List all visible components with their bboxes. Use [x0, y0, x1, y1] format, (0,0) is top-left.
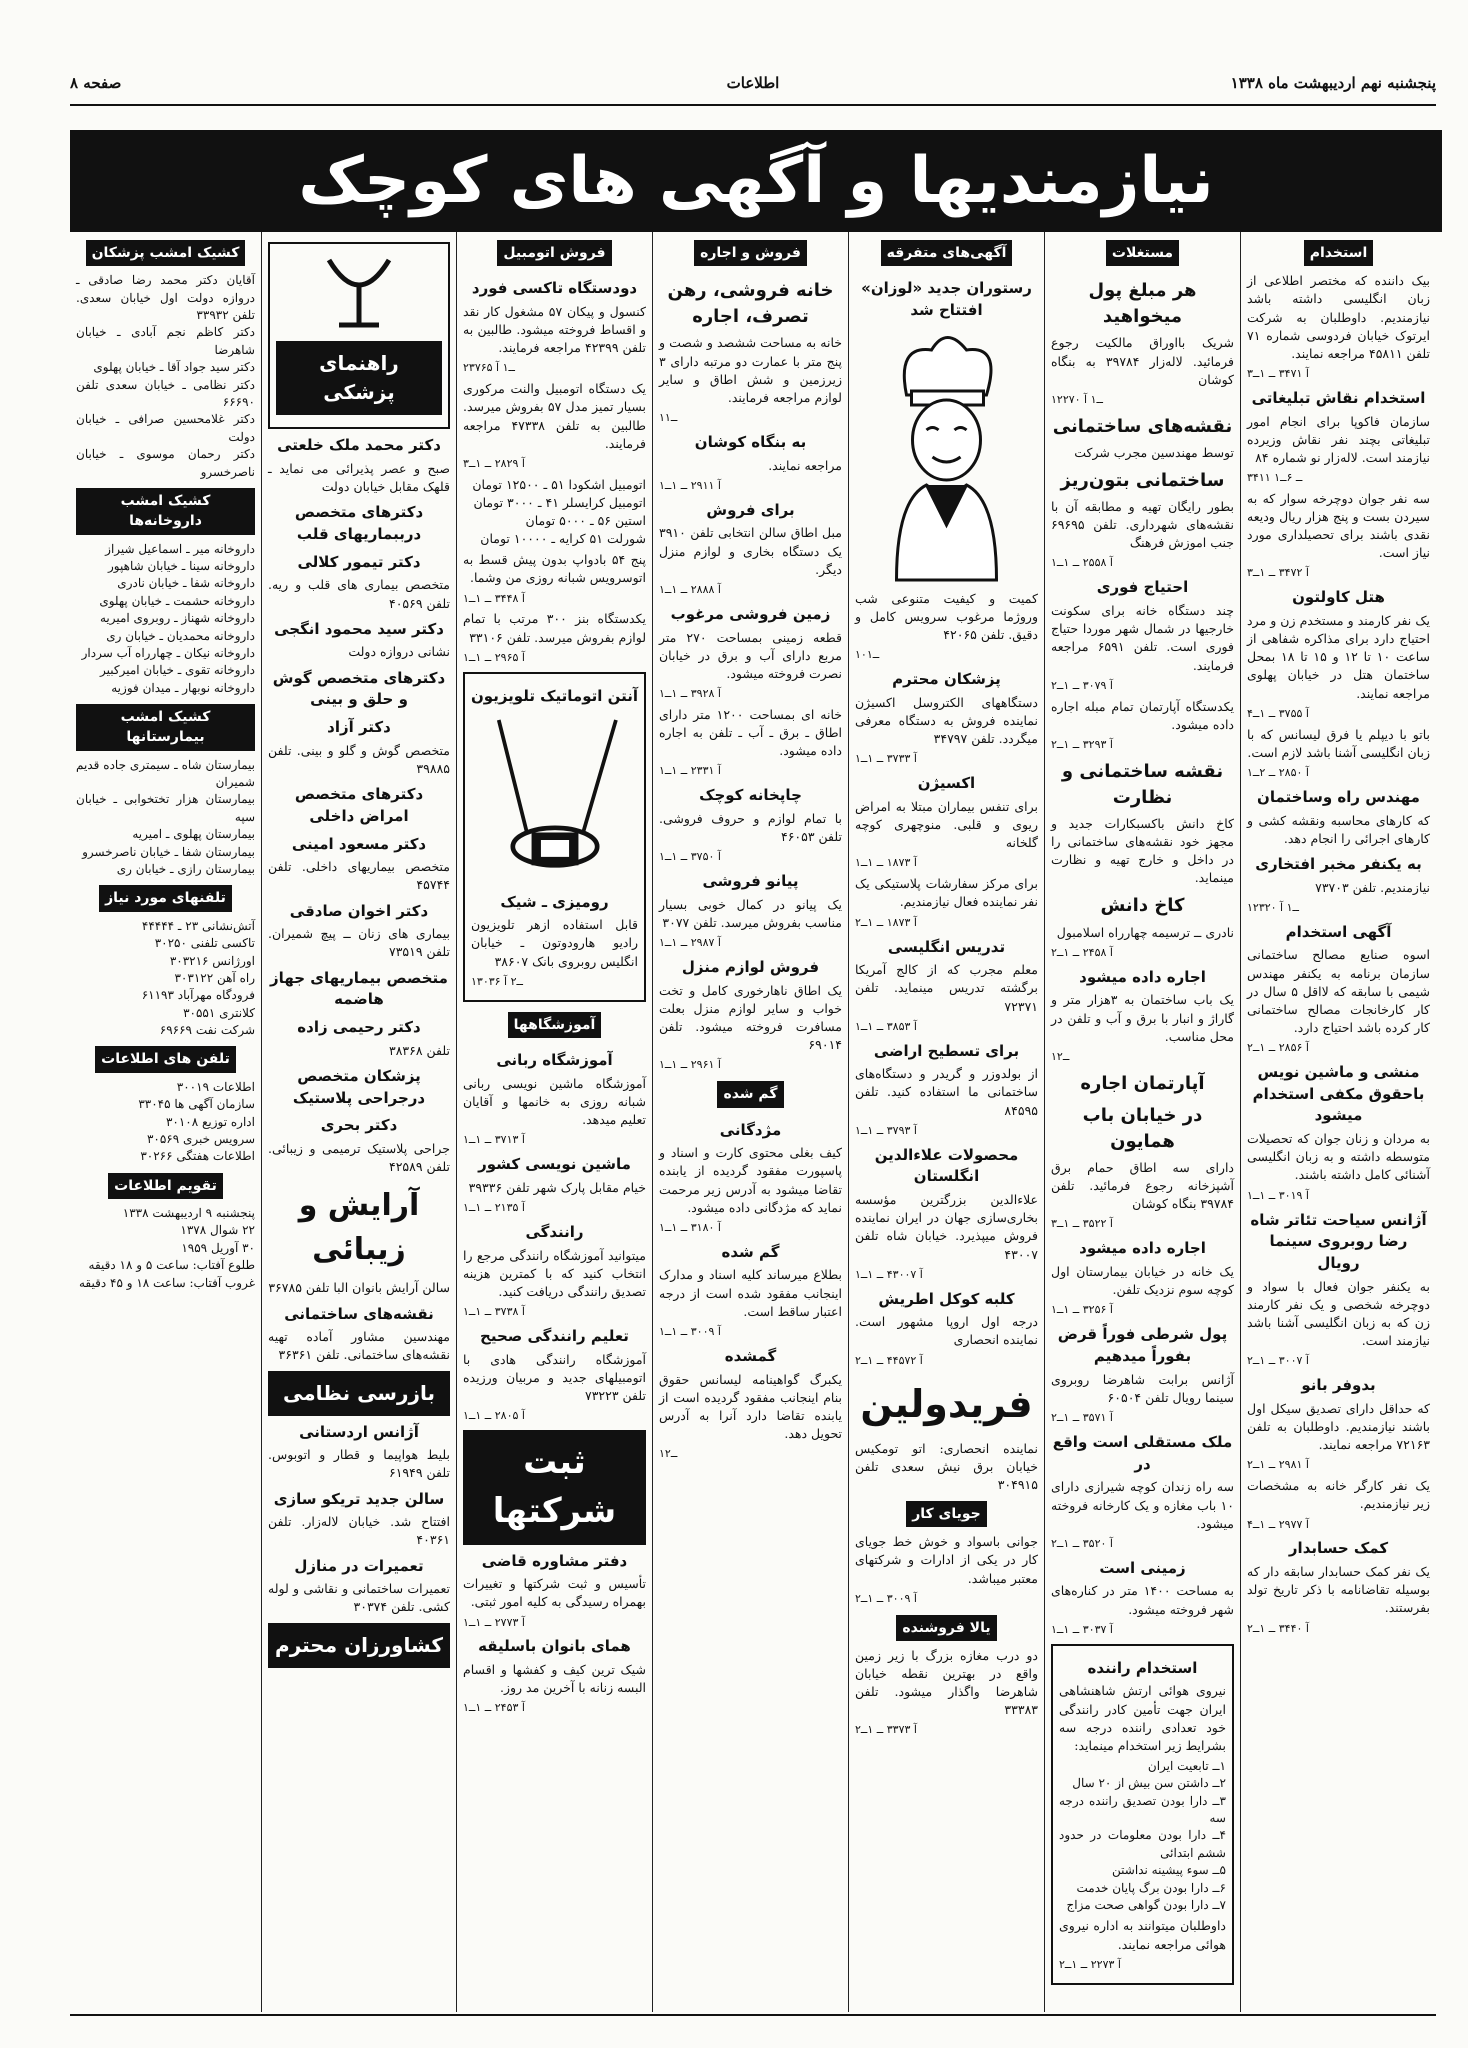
doctor-name: دکتر سید محمود انگجی: [274, 619, 444, 638]
ad-text: یکبرگ گواهینامه لیسانس حقوق بنام اینجانب مفقود گردیده است از یابنده تقاضا دارد آنرا به آدرس تحویل دهد.: [659, 1371, 842, 1441]
ad-ref: آ ۲۴۵۸ ــ ۱ــ۲: [1051, 945, 1113, 959]
page-header: [70, 74, 1436, 100]
ad-text: جوانی باسواد و خوش خط جویای کار در یکی از ادارات و شرکتهای معتبر میباشد.: [855, 1534, 1038, 1586]
ad-ref: آ ۲۸۵۰ ــ ۲ــ۱: [1247, 765, 1309, 779]
ad-ref: آ ۲۲۷۳ ــ ۱ــ۲: [1059, 1957, 1121, 1971]
useful-phones-list: آتش‌نشانی ۲۳ ـ ۴۴۴۴۴ تاکسی تلفنی ۳۰۲۵۰ اورژانس ۳۰۳۲۱۶ راه آهن ۳۰۳۱۲۲ فرودگاه مهرآباد ۶۱۱۹۳ کلانتری ۳۰۵۵۱ شرکت نفت ۶۹۶۶۹: [141, 918, 255, 1038]
ad-text: پنج ۵۴ بادواپ بدون پیش قسط به اتوسرویس شبانه روزی من وشما.: [463, 552, 646, 586]
ad-ref: آ ۲۹۷۷ ــ ۱ــ۴: [1247, 1517, 1309, 1531]
ad-heading: تدریس انگلیسی: [887, 937, 1006, 956]
ad-heading: رستوران جدید «لوزان» افتتاح شد: [861, 279, 1032, 320]
ad-ref: آ ۲۴۵۳ ــ ۱ــ۱: [463, 1701, 525, 1715]
section-heading: تلفن های اطلاعات: [95, 1046, 236, 1072]
column-cars: [456, 232, 652, 2012]
ad-text: بطور رایگان تهیه و مطابقه آن با نقشه‌های شهرداری. تلفن ۶۹۶۹۵ جنب اموزش فرهنگ: [1051, 499, 1234, 551]
ad-text: شریک بااوراق مالکیت رجوع فرمائید. لاله‌زار ۳۹۷۸۴ به بنگاه کوشان: [1051, 335, 1235, 387]
ad-ref: آ ۳۷۳۳ ــ ۱ــ۱: [855, 752, 917, 766]
ad-text: یک نفر کارمند و مستخدم زن و مرد احتیاج دارد برای مذاکره شفاهی از ساعت ۱۰ تا ۱۲ و ۱۵ تا ۱۸ بمحل ساختمان هتل در خیابان پهلوی مراجعه نمایند.: [1247, 613, 1431, 701]
ad-heading: ملک مستقلی است واقع در: [1052, 1432, 1233, 1473]
section-heading: مستغلات: [1106, 240, 1179, 266]
ad-heading: اکسیژن: [917, 774, 976, 793]
header-rule: [70, 104, 1436, 106]
hospitals-on-duty-list: بیمارستان شاه ـ سیمتری جاده قدیم شمیران بیمارستان هزار تختخوابی ـ خیابان سپه بیمارستان پهلوی ـ امیریه بیمارستان شفا ـ خیابان ناصرخسرو بیمارستان رازی ـ خیابان ری: [76, 757, 255, 877]
section-heading: آموزشگاهها: [508, 1012, 602, 1038]
ad-heading: سالن جدید تریکو سازی: [273, 1489, 445, 1508]
section-heading: یالا فروشنده: [896, 1615, 996, 1641]
ad-ref: آ ۲۳۳۱ ــ ۱ــ۱: [659, 764, 721, 778]
ad-heading: گمشده: [724, 1346, 777, 1365]
ad-ref: آ ۳۴۷۲ ــ ۱ــ۳: [1247, 566, 1309, 580]
ad-text: یک نفر کمک حسابدار سابقه دار که بوسیله تقاضانامه با ذکر تاریخ تولد بفرستند.: [1247, 1564, 1430, 1616]
doctor-name: دکتر آزاد: [327, 718, 391, 736]
doctor-name: دکتر اخوان صادقی: [289, 901, 429, 920]
ad-text: قابل استفاده ازهر تلویزیون رادیو هارودوتون ـ خیابان انگلیس روبروی بانک ۳۸۶۰۷: [471, 917, 638, 969]
ad-text: دستگاههای الکتروسل اکسیژن نماینده فروش به دستگاه معرفی میگردد. تلفن ۳۴۷۹۷: [855, 694, 1038, 747]
doctor-info: بیماری های زنان ــ پیچ شمیران. تلفن ۷۳۵۱۹: [268, 926, 450, 960]
ad-heading: نقشه ساختمانی و نظارت: [1061, 760, 1224, 808]
ad-ref: آ ۱۸۷۳ ــ ۱ــ۲: [855, 915, 917, 929]
banner-title: نیازمندیها و آگهی های کوچک: [298, 144, 1214, 218]
ad-heading: آپارتمان اجاره: [1080, 1072, 1205, 1094]
ad-text: نیازمندیم. تلفن ۷۳۷۰۳: [1315, 879, 1430, 895]
doctor-name: دکتر بحری: [320, 1116, 398, 1135]
medical-guide-logo: [268, 242, 450, 429]
ad-ref: آ ۳۴۴۸ ــ ۱ــ۱: [463, 591, 525, 605]
ad-text: سه نفر جوان دوچرخه سوار که به سیردن بست و پنج هزار ریال ودیعه نقدی باشند برای تحصیلداری مورد نیاز است.: [1247, 490, 1430, 561]
calendar-info: پنجشنبه ۹ اردیبهشت ۱۳۳۸ ۲۲ شوال ۱۳۷۸ ۳۰ آوریل ۱۹۵۹ طلوع آفتاب: ساعت ۵ و ۱۸ دقیقه غروب آفتاب: ساعت ۱۸ و ۴۵ دقیقه: [78, 1206, 255, 1290]
specialty-heading: دکترهای متخصص درببماریهای قلب: [294, 503, 424, 543]
ad-ref: آ ۲۹۱۱ ــ ۱ــ۱: [659, 478, 721, 492]
ad-text: سازمان فاکوپا برای انجام امور تبلیغاتی بچند نفر نقاش وزیرده نیازمند است. لاله‌زار نو شماره ۸۴: [1247, 413, 1430, 465]
ad-text: نادری ــ ترسیمه چهارراه اسلامبول: [1056, 924, 1234, 940]
ad-text: تعمیرات ساختمانی و نقاشی و لوله کشی. تلفن ۳۰۳۷۴: [268, 1581, 450, 1615]
doctor-name: دکتر رحیمی زاده: [297, 1018, 421, 1036]
ad-ref: آ ۳۷۹۳ ــ ۱ــ۱: [855, 1123, 917, 1137]
ad-heading: زمین فروشی مرغوب: [670, 604, 831, 623]
ad-ref: آ ۲۵۵۸ ــ ۱ــ۱: [1051, 556, 1113, 570]
ad-text: قطعه زمینی بمساحت ۲۷۰ متر مربع دارای آب و برق در خیابان نصرت فروخته میشود.: [659, 629, 842, 681]
ad-ref: آ ۳۵۷۱ ــ ۱ــ۲: [1051, 1410, 1113, 1424]
ad-heading: نقشه‌های ساختمانی: [1052, 415, 1233, 437]
section-heading: کشیک امشب پزشکان: [86, 240, 246, 266]
ad-heading: احتیاج فوری: [1096, 578, 1189, 597]
specialty-heading: پزشکان متخصص درجراحی پلاستیک: [292, 1066, 426, 1107]
ad-heading: زمینی است: [1099, 1558, 1186, 1577]
price-list: اتومبیل اشکودا ۵۱ ـ ۱۲۵۰۰ تومان اتومبیل کرایسلر ۴۱ ـ ۳۰۰۰ تومان استین ۵۶ ـ ۵۰۰۰ تومان شورلت ۵۱ کرایه ـ ۱۰۰۰۰ تومان: [472, 476, 646, 547]
ad-heading: ماشین نویسی کشور: [478, 1154, 631, 1173]
ad-heading: آگهی استخدام: [1285, 922, 1392, 941]
ad-ref: آ ۲۸۰۵ ــ ۱ــ۱: [463, 1408, 525, 1422]
ad-ref: آ ۳۴۷۱ ــ ۱ــ۳: [1247, 366, 1309, 380]
footer-rule: [70, 2014, 1436, 2016]
page-number: صفحه ۸: [70, 74, 122, 92]
ad-text: بیک داننده که مختصر اطلاعی از زبان انگلیسی داشته باشد نیازمندیم. داوطلبان به شرکت ایرتوک خیابان فردوسی شماره ۷۱ تلفن ۴۵۸۱۱ مراجعه نمایند.: [1247, 273, 1430, 361]
issue-date: پنجشنبه نهم اردیبهشت ماه ۱۳۳۸: [1230, 74, 1436, 92]
ad-text: یک دستگاه اتومبیل والنت مرکوری بسیار تمیز مدل ۵۷ بفروش میرسد. طالبین به تلفن ۴۷۳۳۸ مراجعه فرمایند.: [463, 381, 646, 451]
ad-ref: آ ۲۹۸۱ ــ ۱ــ۲: [1247, 1458, 1309, 1472]
ad-heading: به بنگاه کوشان: [694, 432, 807, 451]
ad-ref: آ ۴۳۰۰۷ ــ ۱ــ۱: [855, 1267, 923, 1281]
ad-heading: خانه فروشی، رهن تصرف، اجاره: [667, 280, 834, 328]
ad-text: شیک ترین کیف و کفشها و اقسام البسه زنانه با آخرین مد روز.: [463, 1662, 646, 1696]
ad-text: آژانس برابت شاهرضا روبروی سینما رویال تلفن ۶۰۵۰۴: [1051, 1371, 1234, 1405]
medical-guide-title: راهنمای پزشکی: [276, 341, 442, 415]
company-registration-logo: ثبت شرکتها: [463, 1430, 646, 1545]
specialty-heading: دکترهای متخصص گوش و حلق و بینی: [272, 668, 446, 709]
ad-text: مراجعه نمایند.: [768, 457, 842, 473]
ad-ref: آ ۳۱۸۰ ــ ۱ــ۱: [659, 1220, 721, 1234]
ad-text: کاخ دانش باکسبکارات جدید و مجهز خود نقشه‌های ساختمانی را در داخل و خارج تهیه و نظارت مینماید.: [1051, 815, 1234, 886]
ad-text: یکدستگاه بنز ۳۰۰ مرتب با تمام لوازم بفروش میرسد. تلفن ۳۳۱۰۶: [463, 611, 646, 645]
section-heading: جویای کار: [906, 1501, 987, 1527]
ad-text: آموزشگاه ماشین نویسی ربانی شبانه روزی به خانمها و آقایان تعلیم میدهد.: [463, 1075, 646, 1127]
ad-text: میتوانید آموزشگاه رانندگی مرجع را انتخاب کنید که با کمترین هزینه تصدیق رانندگی دریافت کنید.: [463, 1247, 646, 1299]
ad-heading: اجاره داده میشود: [1079, 1239, 1206, 1258]
ad-ref: آ ۳۷۳۸ ــ ۱ــ۱: [463, 1304, 525, 1318]
section-banner: [70, 130, 1442, 232]
ad-ref: آ ۲۱۳۵ ــ ۱ــ۱: [463, 1200, 525, 1214]
ad-text: کمیت و کیفیت متنوعی شب ورو‌ژما مرغوب سرویس کامل و دقیق. تلفن ۴۲۰۶۵: [855, 590, 1038, 643]
section-heading: کشیک امشب داروخانه‌ها: [76, 488, 255, 535]
ad-ref: آ ۴۴۵۷۲ ــ ۱ــ۲: [855, 1353, 923, 1367]
doctor-info: صبح و عصر پذیرائی می نماید ـ قلهک مقابل خیابان دولت: [268, 460, 450, 494]
ad-text: که کارهای محاسبه ونقشه کشی و کارهای اجرائی را انجام دهد.: [1247, 812, 1430, 846]
doctor-info: جراحی پلاستیک ترمیمی و زیبائی. تلفن ۴۲۵۸۹: [268, 1141, 450, 1175]
ad-ref: آ ۳۴۴۰ ــ ۱ــ۲: [1247, 1621, 1309, 1635]
ad-ref: آ ۳۰۰۹ ــ ۱ــ۲: [855, 1591, 917, 1605]
ad-ref: آ ۳۷۵۰ ــ ۱ــ۱: [659, 850, 721, 864]
ad-ref: ۲ــ۱ آ ۳۷۶۵: [463, 361, 515, 375]
ad-text: بلیط هواپیما و قطار و اتوبوس. تلفن ۶۱۹۴۹: [268, 1447, 450, 1481]
column-misc: [848, 232, 1044, 2012]
ad-heading: رانندگی: [525, 1222, 584, 1241]
antenna-ad: [463, 672, 646, 1002]
doctor-name: دکتر محمد ملک خلعتی: [277, 436, 441, 455]
classified-columns: [70, 232, 1436, 2012]
ad-text: کیف بغلی محتوی کارت و اسناد و پاسپورت مفقود گردیده از یابنده تقاضا میشود به آدرس زیر مرحمت نماید که مژدگانی داده میشود.: [659, 1145, 842, 1215]
specialty-heading: متخصص بیماریهای جهاز هاضمه: [270, 968, 448, 1009]
ad-text: دارای سه اطاق حمام برق آشپزخانه رجوع فرمائید. تلفن ۳۹۷۸۴ بنگاه کوشان: [1051, 1159, 1234, 1212]
section-heading: آگهی‌های متفرقه: [881, 240, 1013, 266]
ad-text: باتو با دیپلم یا فرق لیسانس که با زبان انگلیسی آشنا باشد لازم است.: [1247, 726, 1430, 760]
ad-text: افتتاح شد. خیابان لاله‌زار. تلفن ۴۰۳۶۱: [268, 1514, 450, 1548]
ad-ref: آ ۳۷۱۳ ــ ۱ــ۱: [463, 1133, 525, 1147]
ad-text: به مردان و زنان جوان که تحصیلات متوسطه داشته و به زبان انگلیسی آشنائی کامل داشته باشند.: [1247, 1131, 1430, 1183]
ad-text: درجه اول اروپا مشهور است. نماینده انحصاری: [855, 1314, 1038, 1348]
ad-ref: آ ۲۷۷۳ ــ ۱ــ۱: [463, 1615, 525, 1629]
ad-heading: تعلیم رانندگی صحیح: [480, 1326, 629, 1345]
ad-ref: آ ۳۷۵۵ ــ ۱ــ۴: [1247, 706, 1309, 720]
ad-ref: ۱ــ۱ آ ۲۳۲۰: [1247, 900, 1299, 914]
ad-ref: آ ۳۵۲۲ ــ ۱ــ۳: [1051, 1217, 1113, 1231]
doctor-info: نشانی دروازه دولت: [348, 644, 450, 660]
ad-ref: ۱ــ۲ آ ۳۰۳۶: [471, 974, 523, 988]
ad-text: آموزشگاه رانندگی هادی با اتومبیلهای جدید و مربیان ورزیده تلفن ۷۳۲۲۳: [463, 1351, 646, 1403]
ad-ref: آ ۳۵۲۰ ــ ۱ــ۲: [1051, 1536, 1113, 1550]
ad-text: با تمام لوازم و حروف فروشی. تلفن ۴۶۰۵۳: [659, 810, 842, 845]
ad-text: علاءالدین بزرگترین مؤسسه بخاری‌سازی جهان در ایران نماینده فروش میپذیرد. خیابان شاه تلفن ۴۳۰۰۷: [855, 1192, 1038, 1262]
ad-heading: هتل کاولتون: [1292, 588, 1385, 607]
ad-text: داوطلبان میتوانند به اداره نیروی هوائی مراجعه نمایند.: [1059, 1918, 1226, 1952]
ad-text: برای تنفس بیماران مبتلا به امراض ریوی و قلبی. منوچهری کوچه گلخانه: [855, 799, 1038, 851]
ad-text: به مساحت ۱۴۰۰ متر در کناره‌های شهر فروخته میشود.: [1051, 1583, 1234, 1617]
section-heading: فروش اتومبیل: [497, 240, 611, 266]
ad-heading: پیانو فروشی: [702, 872, 799, 891]
ad-heading: همای بانوان باسلیقه: [478, 1637, 631, 1656]
ad-ref: آ ۲۹۶۱ ــ ۱ــ۱: [659, 1058, 721, 1072]
ad-text: خانه به مساحت ششصد و شصت و پنج متر با عمارت دو مرتبه دارای ۳ زیرزمین و شش اطاق و سایر لوازم مراجعه فرمایند.: [659, 335, 842, 405]
section-heading: تلفنهای مورد نیاز: [99, 885, 232, 911]
ad-heading: کلبه کوکل اطریش: [878, 1289, 1015, 1308]
section-heading: استخدام: [1304, 240, 1374, 266]
ad-heading: دودستگاه تاکسی فورد: [471, 279, 638, 298]
column-sales: [652, 232, 848, 2012]
doctors-on-duty-list: آقایان دکتر محمد رضا صادقی ـ دروازه دولت اول خیابان سعدی. تلفن ۳۳۹۳۲ دکتر کاظم نجم آبادی ـ خیابان شاهرضا دکتر سید جواد آقا ـ خیابان پهلوی دکتر نظامی ـ خیابان سعدی تلفن ۶۶۶۹۰ دکتر غلامحسین صرافی ـ خیابان دولت دکتر رحمان موسوی ـ خیابان ناصرخسرو: [76, 273, 255, 479]
ad-ref: ۳۴۱۱ ــ ۶ــ۱: [1247, 470, 1303, 484]
ad-text: مبل اطاق سالن انتخابی تلفن ۳۹۱۰ یک دستگاه بخاری و لوازم منزل دیگر.: [659, 525, 842, 577]
ad-heading: اجاره داده میشود: [1079, 967, 1206, 986]
ad-ref: ۱ــ۱: [659, 410, 678, 424]
ad-heading: فروش لوازم منزل: [681, 958, 820, 977]
ad-text: یک اطاق ناهارخوری کامل و تخت خواب و سایر لوازم منزل بعلت مسافرت فروخته میشود. تلفن ۶۹۰۱۴: [659, 982, 842, 1053]
doctor-name: دکتر تیمور کلالی: [297, 552, 421, 571]
ad-text: کنسول و پیکان ۵۷ مشغول کار نقد و اقساط فروخته میشود. طالبین به تلفن ۴۲۳۹۹ مراجعه فرمایند.: [463, 304, 647, 356]
ad-text: یکدستگاه آپارتمان تمام مبله اجاره داده میشود.: [1051, 698, 1234, 732]
doctor-info: متخصص گوش و گلو و بینی. تلفن ۳۹۸۸۵: [268, 742, 450, 776]
ad-text: خانه ای بمساحت ۱۲۰۰ متر دارای اطاق ـ برق ـ آب ـ تلفن به اجاره داده میشود.: [659, 706, 842, 759]
ad-text: دو درب مغازه بزرگ با زیر زمین واقع در بهترین نقطه خیابان شاهرضا واگذار میشود. تلفن ۳۳۳۸۳: [855, 1647, 1038, 1718]
ad-heading: ساختمانی بتون‌ریز: [1060, 470, 1225, 492]
ad-box: [1051, 1644, 1234, 1985]
ad-text: نماینده انحصاری: اتو تومکیس خیابان برق نیش سعدی تلفن ۳۰۴۹۱۵: [855, 1440, 1038, 1492]
ad-heading: هر مبلغ پول میخواهید: [1088, 280, 1197, 328]
ad-text: یک خانه در خیابان بیمارستان اول کوچه سوم نزدیک تلفن.: [1051, 1264, 1234, 1298]
ad-text: مهندسین مشاور آماده تهیه نقشه‌های ساختمانی. تلفن ۳۶۳۶۱: [268, 1329, 450, 1363]
ad-heading: گم شده: [721, 1242, 780, 1261]
ad-text: سه راه زندان کوچه شیرازی دارای ۱۰ باب مغازه و یک کارخانه فروخته میشود.: [1051, 1479, 1234, 1531]
ad-ref: آ ۲۸۸۸ ــ ۱ــ۱: [659, 582, 721, 596]
ad-ref: آ ۱۸۷۳ ــ ۱ــ۱: [855, 856, 917, 870]
fridolin-logo: فریدولین: [860, 1381, 1033, 1426]
ad-text: یک باب ساختمان به ۳هزار متر و گاراژ و انبار با برق و آب و تلفن در محل مناسب.: [1051, 992, 1234, 1044]
ad-heading: برای فروش: [706, 500, 795, 519]
ad-ref: آ ۳۸۵۳ ــ ۱ــ۱: [855, 1019, 917, 1033]
ad-ref: آ ۳۰۱۹ ــ ۱ــ۱: [1247, 1188, 1309, 1202]
ad-heading: دفتر مشاوره قاضی: [481, 1551, 628, 1570]
section-heading: تقویم اطلاعات: [108, 1173, 223, 1199]
ad-heading: رومیزی ـ شیک: [500, 892, 609, 911]
ad-heading: مژدگانی: [719, 1120, 782, 1139]
ad-heading: در خیابان باب همایون: [1082, 1104, 1203, 1152]
ad-ref: آ ۳۲۵۶ ــ ۱ــ۱: [1051, 1303, 1113, 1317]
ad-ref: آ ۳۳۷۳ ــ ۱ــ۲: [855, 1723, 917, 1737]
ad-text: توسط مهندسین مجرب شرکت: [1074, 444, 1234, 460]
ad-heading: محصولات علاءالدین انگلستان: [874, 1145, 1019, 1186]
ad-text: از بولدوزر و گریدر و دستگاه‌های ساختمانی ما استفاده کنید. تلفن ۸۴۵۹۵: [855, 1066, 1038, 1118]
section-heading: کشیک امشب بیمارستانها: [76, 704, 255, 751]
ad-heading: استخدام راننده: [1087, 1658, 1198, 1677]
ad-list: ۱ــ تابعیت ایران ۲ــ داشتن سن بیش از ۲۰ سال ۳ــ دارا بودن تصدیق راننده درجه سه ۴ــ دارا بودن معلومات در حدود ششم ابتدائی ۵ــ سوء پیشینه نداشتن ۶ــ دارا بودن برگ پایان خدمت ۷ــ دارا بودن گواهی صحت مزاج: [1059, 1758, 1226, 1913]
ad-text: معلم مجرب که از کالج آمریکا برگشته تدریس مینماید. تلفن ۷۲۳۷۱: [855, 962, 1038, 1014]
ad-ref: آ ۳۰۳۷ ــ ۱ــ۱: [1051, 1622, 1113, 1636]
ad-heading: مهندس راه وساختمان: [1257, 787, 1420, 806]
ad-text: نیروی هوائی ارتش شاهنشاهی ایران جهت تأمین کادر رانندگی خود تعدادی راننده درجه سه بشرایط زیر استخدام مینماید:: [1059, 1683, 1226, 1753]
ad-text: بطلاع میرساند کلیه اسناد و مدارک اینجانب مفقود شده است از درجه اعتبار ساقط است.: [659, 1267, 842, 1319]
ad-ref: آ ۳۰۰۷ ــ ۱ــ۲: [1247, 1354, 1309, 1368]
ad-heading: منشی و ماشین نویس باحقوق مکفی استخدام میشود: [1252, 1062, 1425, 1125]
ad-heading: کاخ دانش: [1100, 895, 1185, 917]
ad-text: چند دستگاه خانه برای سکونت خارجیها در شمال شهر موردا حتیاج فوری است. تلفن ۶۵۹۱ مراجعه فرمایند.: [1051, 603, 1234, 673]
ad-ref: آ ۳۹۲۸ ــ ۱ــ۱: [659, 686, 721, 700]
tv-antenna-illustration: [480, 710, 630, 880]
column-medical-guide: [261, 232, 456, 2012]
ad-ref: آ ۲۸۲۹ ــ ۱ــ۳: [463, 456, 525, 470]
ad-heading: پزشکان محترم: [892, 670, 1001, 689]
farmers-logo: کشاورزان محترم: [268, 1623, 450, 1668]
doctor-info: متخصص بیماریهای داخلی. تلفن ۴۵۷۴۴: [268, 859, 450, 893]
ad-text: تأسیس و ثبت شرکتها و تغییرات بهمراه رسیدگی به کلیه امور ثبتی.: [463, 1576, 646, 1610]
doctor-name: دکتر مسعود امینی: [291, 834, 427, 853]
pharmacies-on-duty-list: داروخانه میر ـ اسماعیل شیراز داروخانه سینا ـ خیابان شاهپور داروخانه شفا ـ خیابان نادری داروخانه حشمت ـ خیابان پهلوی داروخانه شهناز ـ روبروی امیریه داروخانه محمدیان ـ خیابان ری داروخانه نیکان ـ چهارراه آب سردار داروخانه تقوی ـ خیابان امیرکبیر داروخانه نوبهار ـ میدان فوزیه: [81, 541, 255, 695]
ad-heading: بدوفر بانو: [1301, 1376, 1376, 1395]
section-heading: فروش و اجاره: [694, 240, 807, 266]
ad-text: خیام مقابل پارک شهر تلفن ۳۹۳۳۶: [468, 1179, 646, 1195]
ad-ref: آ ۳۰۰۹ ــ ۱ــ۱: [659, 1324, 721, 1338]
ad-text: سالن آرایش بانوان البا تلفن ۳۶۷۸۵: [268, 1280, 450, 1296]
ad-text: اسوه صنایع مصالح ساختمانی سازمان برنامه به یکنفر مهندس شیمی با سابقه که لااقل ۵ سال در کار کارخانجات مصالح ساختمانی کار کرده باشد احتیاج دارد.: [1247, 947, 1430, 1035]
specialty-heading: دکترهای متخصص امراض داخلی: [294, 785, 424, 825]
column-employment: [1240, 232, 1436, 2012]
ad-heading: آنتن اتوماتیک تلویزیون: [470, 686, 638, 705]
military-inspection-logo: بازرسی نظامی: [268, 1371, 450, 1416]
ad-ref: آ ۲۹۸۷ ــ ۱ــ۱: [659, 936, 721, 950]
ad-heading: کمک حسابدار: [1288, 1539, 1389, 1558]
ad-heading: استخدام نقاش تبلیغاتی: [1251, 388, 1426, 407]
ad-ref: آ ۳۰۷۹ ــ ۱ــ۲: [1051, 678, 1113, 692]
ad-heading: چاپخانه کوچک: [699, 786, 802, 805]
ad-heading: آژانس سیاحت تئاتر شاه رضا روبروی سینما رویال: [1250, 1210, 1427, 1273]
ad-text: یک پیانو در کمال خوبی بسیار مناسب بفروش میرسد. تلفن ۳۰۷۷: [659, 896, 842, 930]
ad-ref: آ ۲۹۶۵ ــ ۱ــ۱: [463, 650, 525, 664]
newspaper-phones-list: اطلاعات ۳۰۰۱۹ سازمان آگهی ها ۳۳۰۴۵ اداره توزیع ۳۰۱۰۸ سرویس خبری ۳۰۵۶۹ اطلاعات هفتگی ۳۰۲۶۶: [138, 1079, 255, 1164]
ad-heading: آموزشگاه ربانی: [496, 1050, 613, 1069]
beauty-heading: آرایش و زیبائی: [298, 1188, 420, 1267]
ad-ref: ۱ــ۲: [1051, 1049, 1070, 1063]
chef-illustration: [855, 325, 1038, 585]
ad-text: برای مرکز سفارشات پلاستیکی یک نفر نماینده فعال نیازمندیم.: [855, 876, 1038, 910]
section-heading: گم شده: [717, 1081, 783, 1107]
ad-ref: آ ۲۸۵۶ ــ ۱ــ۲: [1247, 1041, 1309, 1055]
ad-text: یک نفر کارگر خانه به مشخصات زیر نیازمندیم.: [1247, 1478, 1430, 1512]
ad-ref: ۱ــ۲: [659, 1447, 678, 1461]
ad-heading: آژانس اردستانی: [299, 1422, 419, 1441]
ad-heading: به یکنفر مخبر افتخاری: [1255, 854, 1422, 873]
column-real-estate: [1044, 232, 1240, 2012]
ad-ref: ۱ــ۱ آ ۲۲۷۰: [1051, 392, 1103, 406]
ad-ref: ۱۰ــ۱: [855, 648, 880, 662]
ad-heading: نقشه‌های ساختمانی: [284, 1304, 434, 1323]
doctor-info: متخصص بیماری های قلب و ریه. تلفن ۴۰۵۶۹: [268, 577, 450, 611]
caduceus-icon: [299, 250, 419, 330]
doctor-info: تلفن ۳۸۳۶۸: [388, 1042, 450, 1058]
column-on-duty: [70, 232, 261, 2012]
ad-text: که حداقل دارای تصدیق سیکل اول باشند نیازمندیم. داوطلبان به تلفن ۷۲۱۶۳ مراجعه نمایند.: [1247, 1400, 1430, 1453]
ad-ref: آ ۳۲۹۳ ــ ۱ــ۲: [1051, 737, 1113, 751]
ad-heading: پول شرطی فوراً قرض بفوراً میدهیم: [1057, 1325, 1228, 1365]
ad-heading: تعمیرات در منازل: [294, 1556, 424, 1575]
newspaper-name: اطلاعات: [726, 74, 780, 92]
ad-heading: برای تسطیح اراضی: [873, 1041, 1020, 1060]
ad-text: به یکنفر جوان فعال با سواد و دوچرخه شخصی و یک نفر کارمند زن که به زبان انگلیسی آشنا باشد نیازمند است.: [1247, 1278, 1430, 1349]
